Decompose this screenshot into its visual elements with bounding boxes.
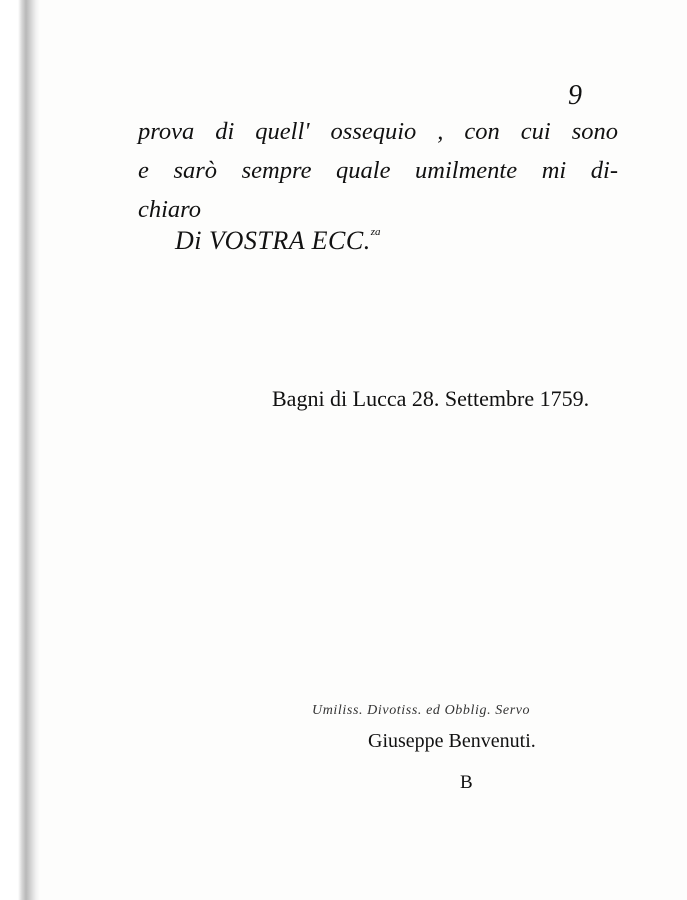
body-line: chiaro: [138, 196, 202, 223]
letter-body: [138, 112, 618, 229]
body-line: e sarò sempre quale umilmente mi di-: [138, 157, 618, 184]
binding-gutter: [0, 0, 40, 900]
salutation-superscript: za: [370, 226, 381, 238]
salutation: [175, 226, 380, 256]
signature-mark: B: [460, 772, 473, 793]
signature-name: Giuseppe Benvenuti.: [368, 730, 536, 752]
place-and-date: Bagni di Lucca 28. Settembre 1759.: [272, 386, 590, 411]
closing-formula: Umiliss. Divotiss. ed Obblig. Servo: [312, 703, 531, 718]
body-line: prova di quell' ossequio , con cui sono: [138, 118, 618, 145]
salutation-text: Di VOSTRA ECC.: [175, 226, 371, 255]
page-number: 9: [568, 80, 582, 111]
